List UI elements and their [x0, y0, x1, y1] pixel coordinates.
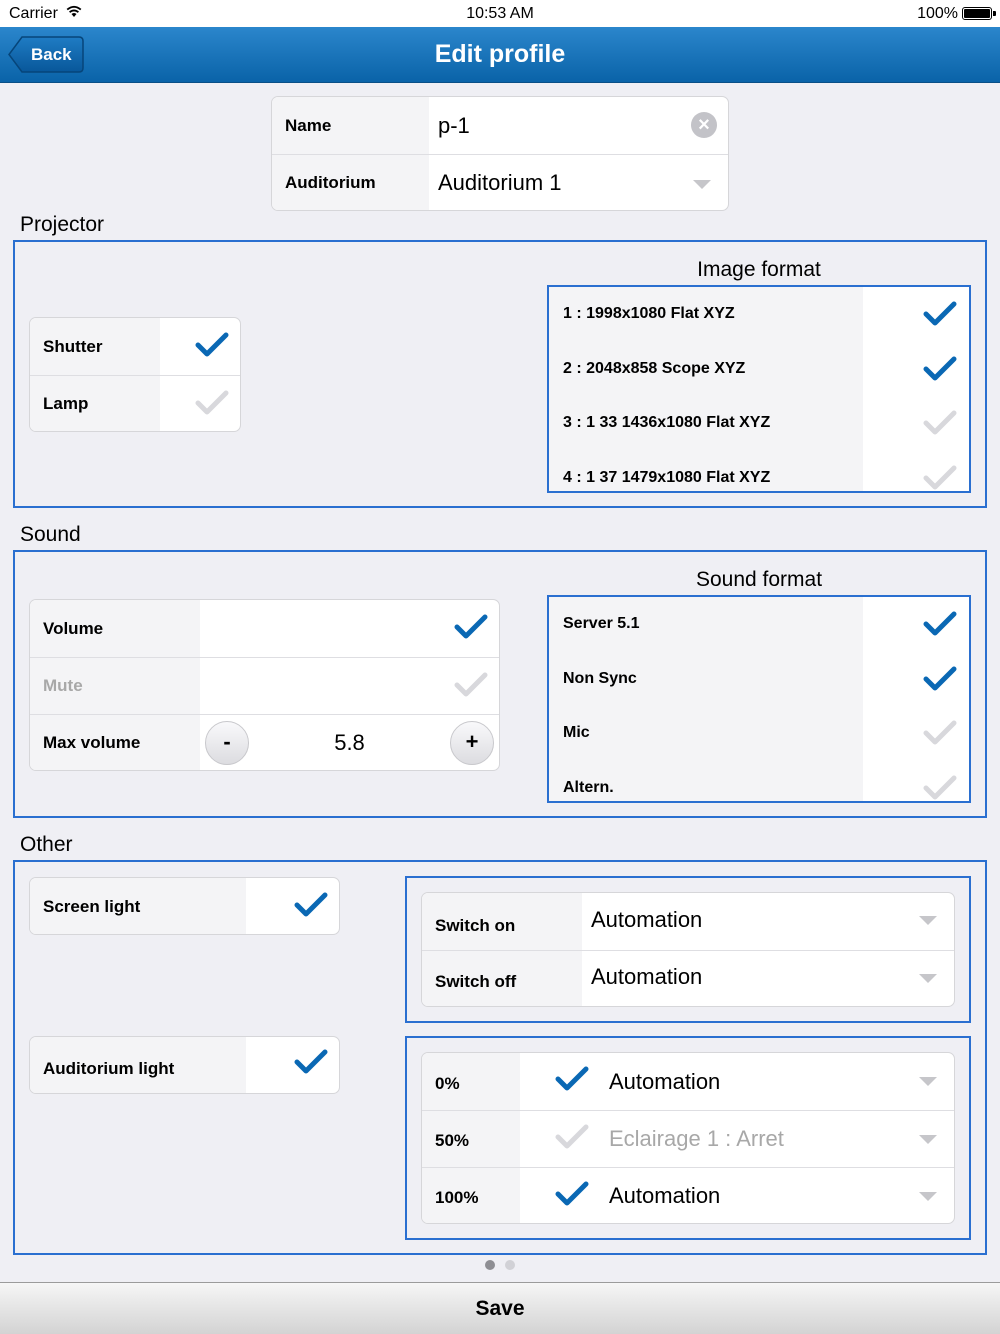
checkmark-icon[interactable]	[294, 891, 328, 919]
checkmark-icon[interactable]	[195, 331, 229, 359]
back-button-label: Back	[31, 45, 72, 64]
save-button-label: Save	[475, 1297, 525, 1320]
clear-icon[interactable]: ×	[691, 112, 717, 138]
switch-off-select[interactable]: Automation	[591, 964, 703, 989]
format-option-check-cell[interactable]	[863, 451, 969, 494]
projector-toggles	[29, 317, 241, 432]
switch-on-select[interactable]: Automation	[591, 906, 703, 932]
auditorium-light-toggle	[29, 1036, 340, 1094]
status-bar	[0, 0, 1000, 27]
screen-light-row[interactable]	[30, 878, 339, 935]
checkmark-icon[interactable]	[195, 389, 229, 417]
switch-on-label: Switch on	[422, 893, 582, 950]
screen-light-label: Screen light	[30, 878, 246, 935]
image-format-title: Image format	[697, 258, 821, 281]
format-option-check-cell[interactable]	[863, 706, 969, 761]
clock: 10:53 AM	[466, 5, 534, 22]
level-label: 0%	[422, 1053, 520, 1110]
checkmark-icon[interactable]	[294, 1048, 328, 1076]
format-option[interactable]	[549, 706, 969, 761]
page-title: Edit profile	[434, 40, 566, 68]
sound-section-title: Sound	[20, 523, 81, 546]
format-option-label: 4 : 1 37 1479x1080 Flat XYZ	[549, 451, 863, 494]
format-option[interactable]	[549, 761, 969, 804]
chevron-down-icon	[919, 1077, 937, 1086]
save-button[interactable]	[0, 1282, 1000, 1334]
level-label: 50%	[422, 1111, 520, 1167]
format-option-label: 3 : 1 33 1436x1080 Flat XYZ	[549, 396, 863, 451]
auditorium-light-row[interactable]	[30, 1037, 339, 1094]
checkmark-icon[interactable]	[923, 719, 957, 747]
format-option-label: Altern.	[549, 761, 863, 804]
auditorium-row	[272, 154, 728, 211]
auditorium-light-label: Auditorium light	[30, 1037, 246, 1094]
chevron-down-icon	[919, 974, 937, 983]
level-label: 100%	[422, 1168, 520, 1224]
decrement-button[interactable]: -	[205, 721, 249, 765]
auditorium-select[interactable]: Auditorium 1	[438, 170, 562, 195]
auditorium-label: Auditorium	[272, 155, 429, 211]
battery-icon	[962, 7, 992, 20]
name-label: Name	[272, 97, 429, 154]
max-volume-value: 5.8	[334, 730, 365, 755]
level-row	[422, 1053, 954, 1110]
checkmark-icon[interactable]	[923, 774, 957, 802]
format-option[interactable]	[549, 451, 969, 494]
switch-off-row	[422, 950, 954, 1007]
checkmark-icon[interactable]	[555, 1180, 589, 1208]
switch-card	[421, 892, 955, 1007]
format-option-check-cell[interactable]	[863, 597, 969, 652]
format-option-check-cell[interactable]	[863, 287, 969, 342]
format-option[interactable]	[549, 597, 969, 652]
level-row	[422, 1110, 954, 1167]
projector-section-title: Projector	[20, 213, 105, 236]
lamp-row[interactable]	[30, 375, 240, 432]
format-option-label: 2 : 2048x858 Scope XYZ	[549, 342, 863, 397]
light-levels-card	[421, 1052, 955, 1224]
sound-controls	[29, 599, 500, 771]
checkmark-icon[interactable]	[923, 464, 957, 492]
volume-row[interactable]	[30, 600, 499, 657]
name-row	[272, 97, 728, 154]
format-option-label: Server 5.1	[549, 597, 863, 652]
format-option-check-cell[interactable]	[863, 396, 969, 451]
page-dot[interactable]	[505, 1260, 515, 1270]
checkmark-icon[interactable]	[923, 300, 957, 328]
format-option[interactable]	[549, 287, 969, 342]
checkmark-icon[interactable]	[454, 671, 488, 699]
chevron-down-icon	[693, 180, 711, 189]
level-select[interactable]: Automation	[609, 1183, 721, 1208]
other-section-title: Other	[20, 833, 73, 856]
chevron-down-icon	[919, 916, 937, 925]
name-field[interactable]: p-1	[438, 112, 470, 138]
format-option-check-cell[interactable]	[863, 761, 969, 804]
page-dot-active[interactable]	[485, 1260, 495, 1270]
checkmark-icon[interactable]	[555, 1065, 589, 1093]
profile-card	[271, 96, 729, 211]
navigation-bar	[0, 27, 1000, 83]
shutter-row[interactable]	[30, 318, 240, 375]
level-select[interactable]: Eclairage 1 : Arret	[609, 1126, 784, 1151]
mute-row[interactable]	[30, 657, 499, 714]
sound-format-title: Sound format	[695, 568, 823, 591]
switch-off-label: Switch off	[422, 951, 582, 1007]
mute-label: Mute	[30, 658, 200, 714]
checkmark-icon[interactable]	[923, 665, 957, 693]
battery-percent: 100%	[917, 5, 958, 22]
switch-on-row	[422, 893, 954, 950]
format-option-label: 1 : 1998x1080 Flat XYZ	[549, 287, 863, 342]
format-option[interactable]	[549, 396, 969, 451]
shutter-label: Shutter	[30, 318, 160, 375]
format-option-label: Non Sync	[549, 652, 863, 707]
screen-light-toggle	[29, 877, 340, 935]
max-volume-label: Max volume	[30, 715, 200, 771]
chevron-down-icon	[919, 1192, 937, 1201]
format-option[interactable]	[549, 342, 969, 397]
level-row	[422, 1167, 954, 1224]
lamp-label: Lamp	[30, 376, 160, 432]
image-format-list	[547, 285, 971, 493]
checkmark-icon[interactable]	[923, 355, 957, 383]
checkmark-icon[interactable]	[923, 610, 957, 638]
volume-label: Volume	[30, 600, 200, 657]
increment-button[interactable]: +	[450, 721, 494, 765]
checkmark-icon[interactable]	[555, 1123, 589, 1151]
format-option-check-cell[interactable]	[863, 652, 969, 707]
chevron-down-icon	[919, 1135, 937, 1144]
sound-format-list	[547, 595, 971, 803]
format-option-check-cell[interactable]	[863, 342, 969, 397]
checkmark-icon[interactable]	[923, 409, 957, 437]
carrier-label: Carrier	[9, 5, 58, 22]
checkmark-icon[interactable]	[454, 613, 488, 641]
max-volume-row	[30, 714, 499, 771]
level-select[interactable]: Automation	[609, 1068, 721, 1094]
format-option-label: Mic	[549, 706, 863, 761]
format-option[interactable]	[549, 652, 969, 707]
